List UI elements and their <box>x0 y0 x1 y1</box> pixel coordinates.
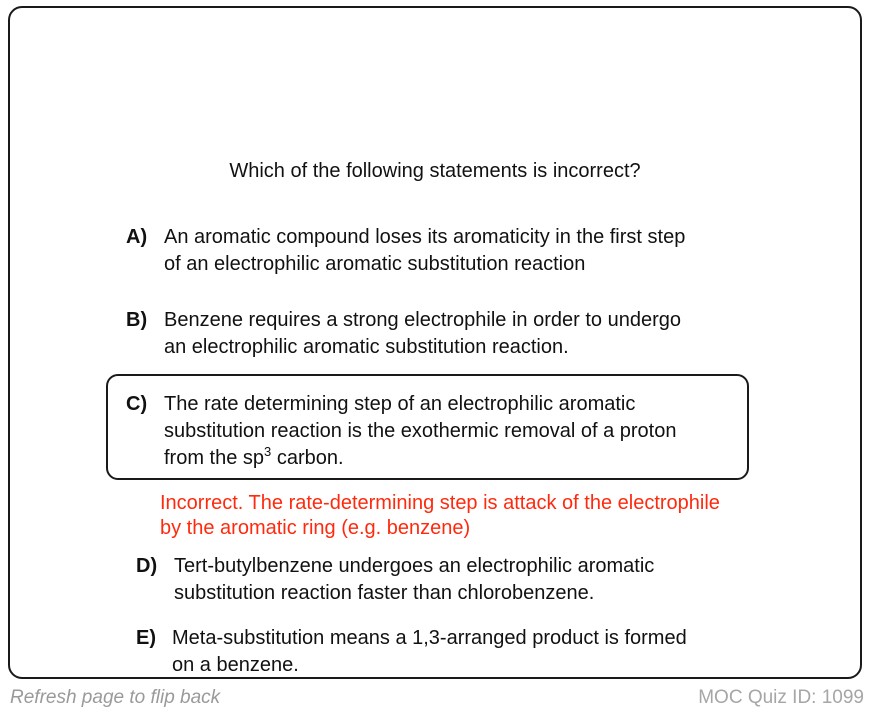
option-letter: D) <box>136 555 158 577</box>
feedback-message <box>160 491 720 541</box>
superscript: 3 <box>264 444 272 459</box>
quiz-card[interactable] <box>8 6 862 679</box>
option-text-line: Tert-butylbenzene undergoes an electrophilic aromatic <box>174 555 655 577</box>
option-text <box>164 391 676 472</box>
option-b <box>126 307 681 361</box>
option-letter: A) <box>126 226 148 248</box>
option-text <box>164 307 681 361</box>
option-text <box>164 224 685 278</box>
option-text-fragment: from the sp <box>164 447 265 469</box>
option-text-line: Benzene requires a strong electrophile in order to undergo <box>164 309 681 331</box>
option-text-line: Meta-substitution means a 1,3-arranged product is formed <box>172 627 687 649</box>
option-text-line: The rate determining step of an electrophilic aromatic <box>164 393 636 415</box>
option-text-line: An aromatic compound loses its aromaticity in the first step <box>164 226 686 248</box>
option-text-line <box>164 445 676 472</box>
option-text-fragment: carbon. <box>271 447 344 469</box>
option-letter: B) <box>126 309 148 331</box>
option-text-line: substitution reaction is the exothermic removal of a proton <box>164 420 677 442</box>
option-letter: E) <box>136 627 156 649</box>
option-a <box>126 224 685 278</box>
option-text <box>174 553 654 607</box>
option-text-line: of an electrophilic aromatic substitution reaction <box>164 253 586 275</box>
option-text <box>172 625 687 679</box>
quiz-id: MOC Quiz ID: 1099 <box>698 687 864 708</box>
option-e <box>136 625 687 679</box>
option-text-line: substitution reaction faster than chlorobenzene. <box>174 582 595 604</box>
option-text-line: on a benzene. <box>172 654 299 676</box>
feedback-line: Incorrect. The rate-determining step is attack of the electrophile <box>160 492 720 514</box>
refresh-hint: Refresh page to flip back <box>10 687 221 708</box>
feedback-line: by the aromatic ring (e.g. benzene) <box>160 517 471 539</box>
question-text: Which of the following statements is incorrect? <box>229 160 641 182</box>
option-text-line: an electrophilic aromatic substitution reaction. <box>164 336 569 358</box>
option-c <box>126 391 676 472</box>
option-d <box>136 553 654 607</box>
option-letter: C) <box>126 393 148 415</box>
